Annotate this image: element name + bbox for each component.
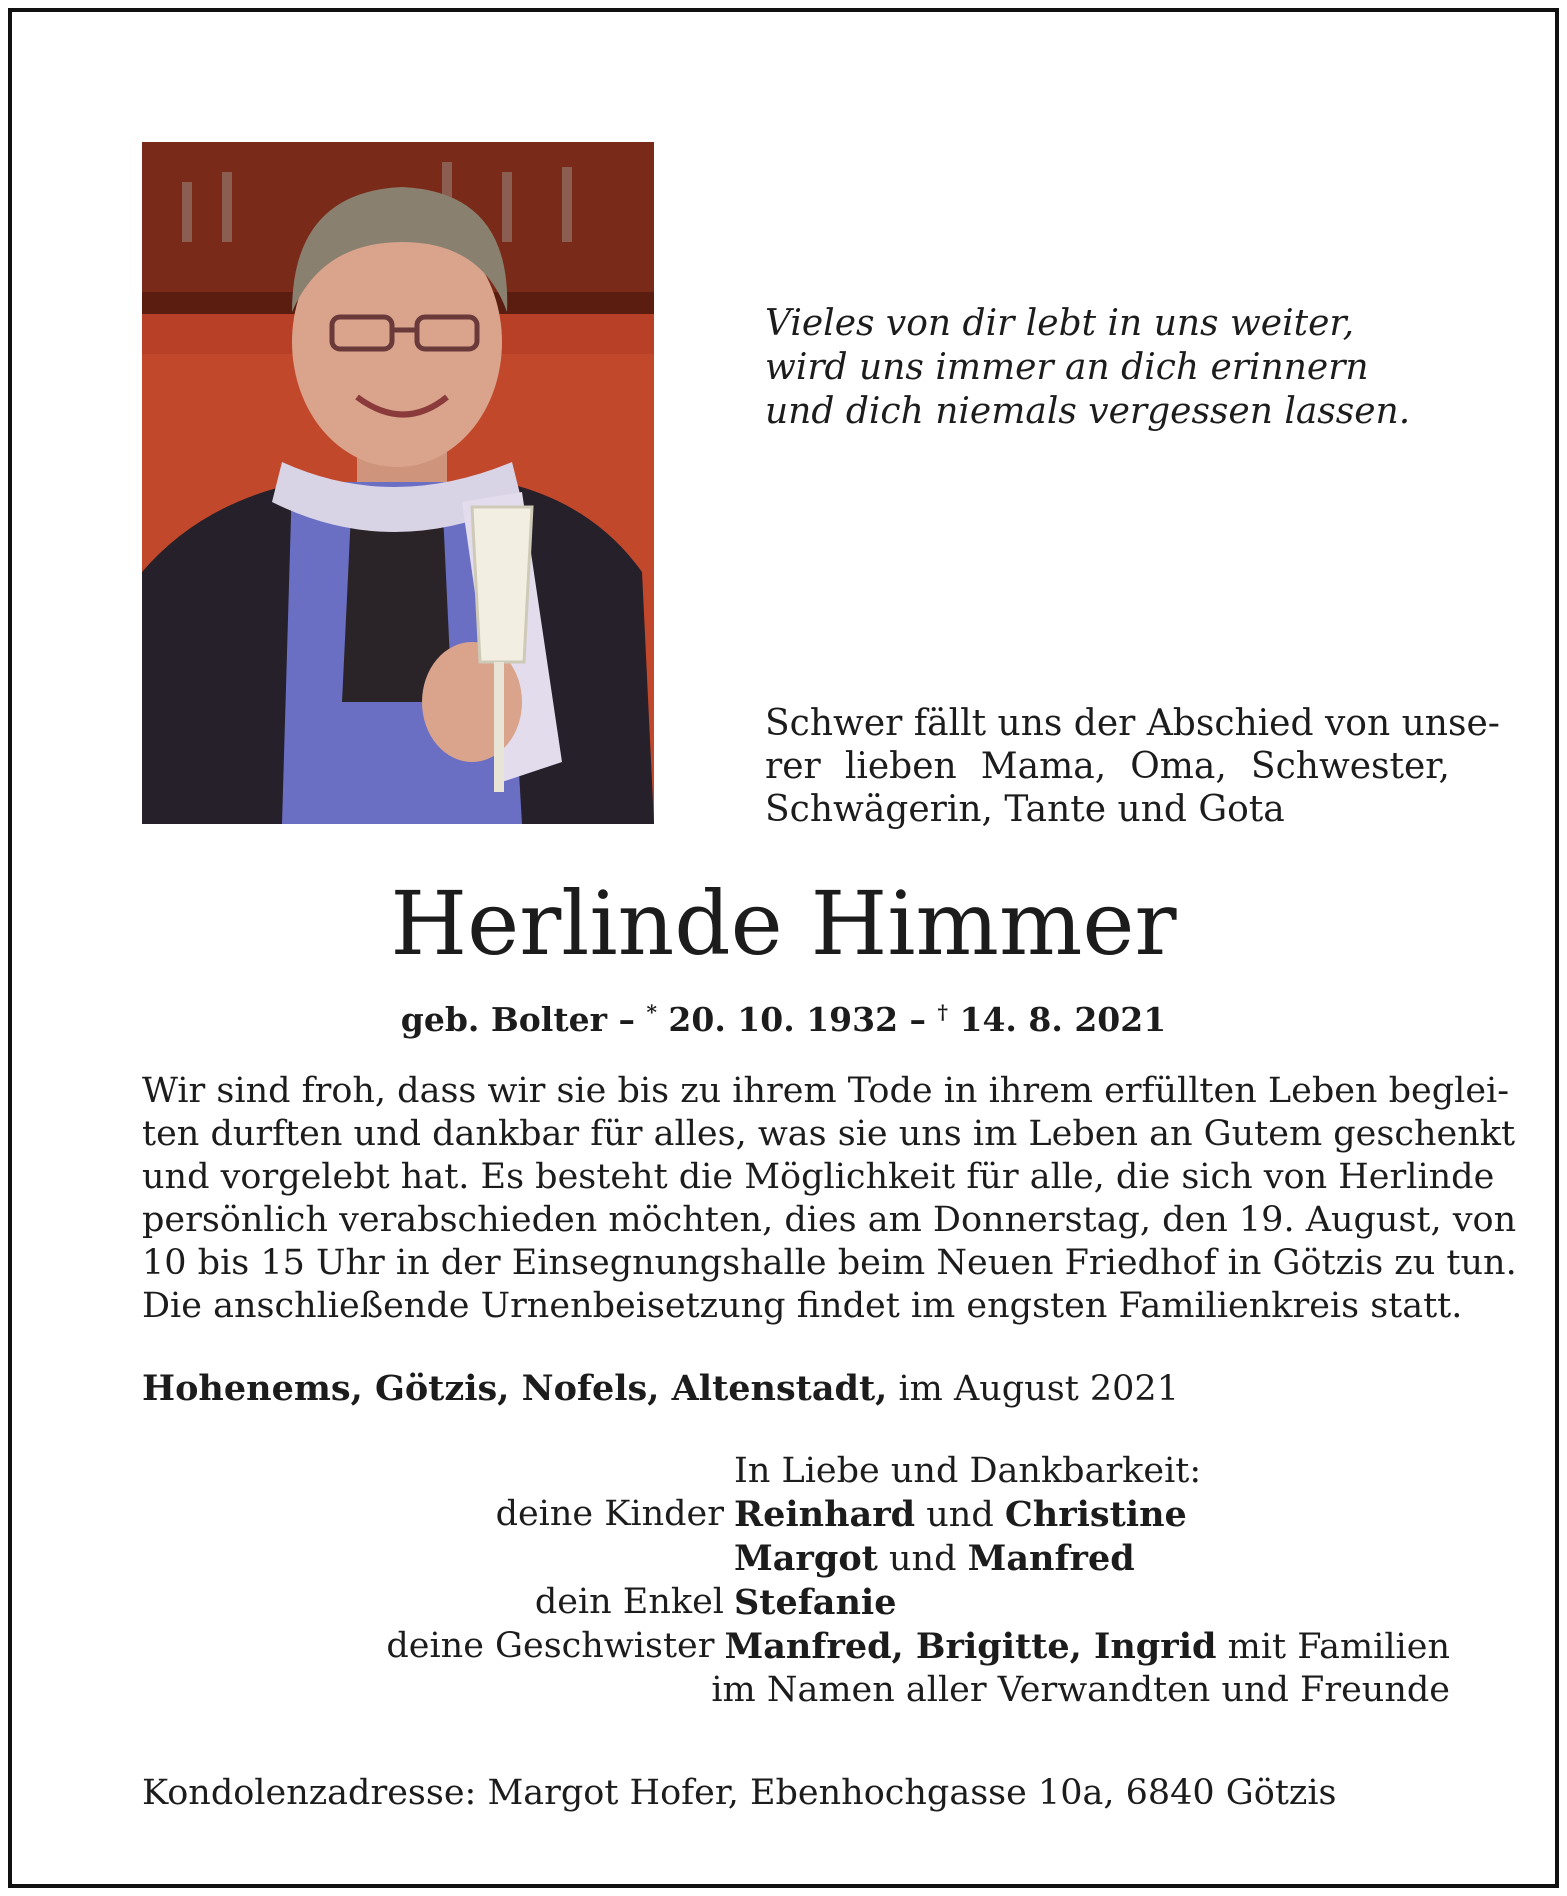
poem-line: Vieles von dir lebt in uns weiter, xyxy=(765,303,1355,344)
body-line: und vorgelebt hat. Es besteht die Möglichkeit für alle, die sich von Herlinde xyxy=(142,1157,1495,1197)
life-dates xyxy=(12,992,1555,1040)
farewell-line: Schwägerin, Tante und Gota xyxy=(765,789,1285,830)
child-partner-name: Christine xyxy=(1004,1494,1187,1535)
announcement-body xyxy=(142,1070,1517,1328)
siblings-names: Manfred, Brigitte, Ingrid xyxy=(724,1626,1217,1667)
born-name: geb. Bolter xyxy=(400,1000,607,1039)
grandchild-name: Stefanie xyxy=(734,1582,897,1623)
birth-symbol: * xyxy=(646,1000,657,1024)
death-symbol: † xyxy=(937,1000,949,1024)
siblings-label: deine Geschwister xyxy=(386,1626,715,1666)
separator: – xyxy=(606,1000,647,1039)
obituary-frame xyxy=(8,8,1559,1888)
child-name: Margot xyxy=(734,1538,878,1579)
signatures-block xyxy=(142,1450,1450,1712)
portrait-photo xyxy=(142,142,654,824)
signature-row-children-2 xyxy=(142,1537,1450,1581)
farewell-text xyxy=(765,702,1500,831)
farewell-line: rer lieben Mama, Oma, Schwester, xyxy=(765,746,1450,787)
body-line: Die anschließende Urnenbeisetzung findet im engsten Familienkreis statt. xyxy=(142,1286,1463,1326)
place-and-date xyxy=(142,1367,1450,1411)
signature-closing-row xyxy=(142,1669,1450,1712)
poem-line: und dich niemals vergessen lassen. xyxy=(765,391,1411,432)
body-line: Wir sind froh, dass wir sie bis zu ihrem Tode in ihrem erfüllten Leben beglei- xyxy=(142,1071,1510,1111)
deceased-name: Herlinde Himmer xyxy=(390,872,1177,975)
conjunction: und xyxy=(877,1539,968,1579)
signature-row-siblings xyxy=(142,1625,1450,1669)
farewell-line: Schwer fällt uns der Abschied von unse- xyxy=(765,703,1500,744)
signature-intro: In Liebe und Dankbarkeit: xyxy=(734,1451,1202,1491)
child-name: Reinhard xyxy=(734,1494,916,1535)
portrait-photo-icon xyxy=(142,142,654,824)
body-line: persönlich verabschieden möchten, dies am Donnerstag, den 19. August, von xyxy=(142,1200,1517,1240)
poem-line: wird uns immer an dich erinnern xyxy=(765,347,1369,388)
child-partner-name: Manfred xyxy=(967,1538,1135,1579)
birth-date: 20. 10. 1932 xyxy=(656,1000,899,1039)
children-label: deine Kinder xyxy=(495,1494,724,1534)
signature-row-children xyxy=(142,1493,1450,1537)
condolence-address: Kondolenzadresse: Margot Hofer, Ebenhochgasse 10a, 6840 Götzis xyxy=(142,1773,1337,1813)
body-line: 10 bis 15 Uhr in der Einsegnungshalle beim Neuen Friedhof in Götzis zu tun. xyxy=(142,1243,1517,1283)
place-date: im August 2021 xyxy=(887,1369,1179,1409)
signature-closing: im Namen aller Verwandten und Freunde xyxy=(711,1670,1450,1710)
grandchild-label: dein Enkel xyxy=(534,1582,724,1622)
death-date: 14. 8. 2021 xyxy=(948,1000,1167,1039)
body-line: ten durften und dankbar für alles, was sie uns im Leben an Gutem geschenkt xyxy=(142,1114,1516,1154)
memorial-poem xyxy=(765,302,1425,434)
signature-intro-row xyxy=(142,1450,1450,1493)
conjunction: und xyxy=(915,1495,1005,1535)
siblings-suffix: mit Familien xyxy=(1216,1627,1450,1667)
place-towns: Hohenems, Götzis, Nofels, Altenstadt, xyxy=(142,1368,888,1409)
separator: – xyxy=(898,1000,938,1039)
signature-row-grandchild xyxy=(142,1581,1450,1625)
